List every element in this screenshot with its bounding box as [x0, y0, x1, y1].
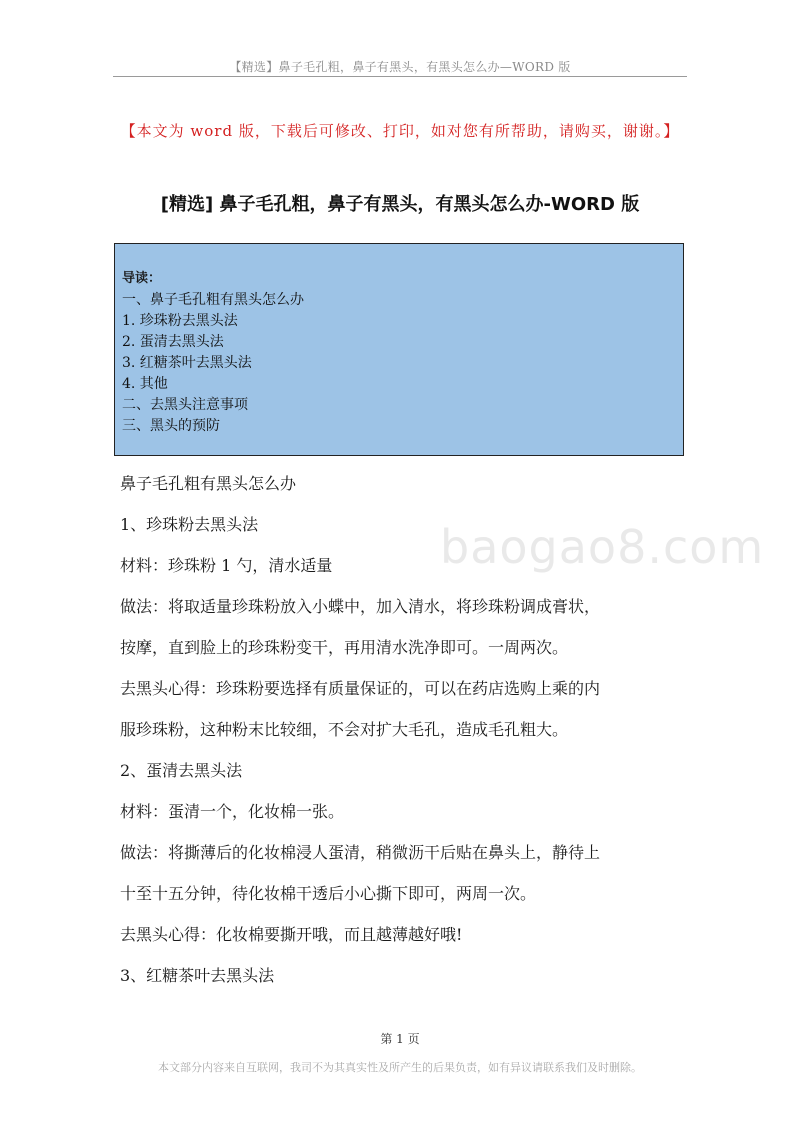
toc-item: 一、鼻子毛孔粗有黑头怎么办 — [122, 292, 304, 308]
body-line: 服珍珠粉，这种粉末比较细，不会对扩大毛孔，造成毛孔粗大。 — [120, 720, 569, 739]
section-heading: 鼻子毛孔粗有黑头怎么办 — [120, 474, 297, 493]
method-heading: 1、珍珠粉去黑头法 — [120, 515, 259, 534]
toc-heading: 导读： — [122, 271, 162, 286]
toc-item: 1. 珍珠粉去黑头法 — [122, 313, 238, 329]
body-line: 去黑头心得：化妆棉要撕开哦，而且越薄越好哦! — [120, 925, 463, 944]
body-line: 材料：蛋清一个，化妆棉一张。 — [120, 802, 345, 821]
toc-item: 三、黑头的预防 — [122, 418, 220, 434]
method-heading: 2、蛋清去黑头法 — [120, 761, 243, 780]
header-divider — [113, 76, 687, 77]
body-line: 十至十五分钟，待化妆棉干透后小心撕下即可，两周一次。 — [120, 884, 537, 903]
body-line: 按摩，直到脸上的珍珠粉变干，再用清水洗净即可。一周两次。 — [120, 638, 569, 657]
toc-item: 4. 其他 — [122, 376, 168, 392]
body-line: 材料：珍珠粉 1 勺，清水适量 — [120, 556, 333, 575]
footer-disclaimer: 本文部分内容来自互联网，我司不为其真实性及所产生的后果负责，如有异议请联系我们及时删除。 — [158, 1061, 642, 1074]
document-body — [120, 463, 690, 996]
page-number: 第 1 页 — [380, 1032, 420, 1046]
document-title: [精选] 鼻子毛孔粗，鼻子有黑头，有黑头怎么办-WORD 版 — [160, 194, 640, 215]
running-header: 【精选】鼻子毛孔粗，鼻子有黑头，有黑头怎么办—WORD 版 — [229, 60, 571, 74]
purchase-notice: 【本文为 word 版，下载后可修改、打印，如对您有所帮助，请购买，谢谢。】 — [120, 122, 680, 140]
table-of-contents — [114, 243, 684, 456]
body-line: 去黑头心得：珍珠粉要选择有质量保证的，可以在药店选购上乘的内 — [120, 679, 601, 698]
body-line: 做法：将取适量珍珠粉放入小蝶中，加入清水，将珍珠粉调成膏状， — [120, 597, 601, 616]
toc-item: 二、去黑头注意事项 — [122, 397, 248, 413]
watermark: baogao8.com — [440, 520, 765, 574]
method-heading: 3、红糖茶叶去黑头法 — [120, 966, 275, 985]
body-line: 做法：将撕薄后的化妆棉浸人蛋清，稍微沥干后贴在鼻头上，静待上 — [120, 843, 601, 862]
toc-item: 2. 蛋清去黑头法 — [122, 334, 224, 350]
toc-item: 3. 红糖茶叶去黑头法 — [122, 355, 252, 371]
